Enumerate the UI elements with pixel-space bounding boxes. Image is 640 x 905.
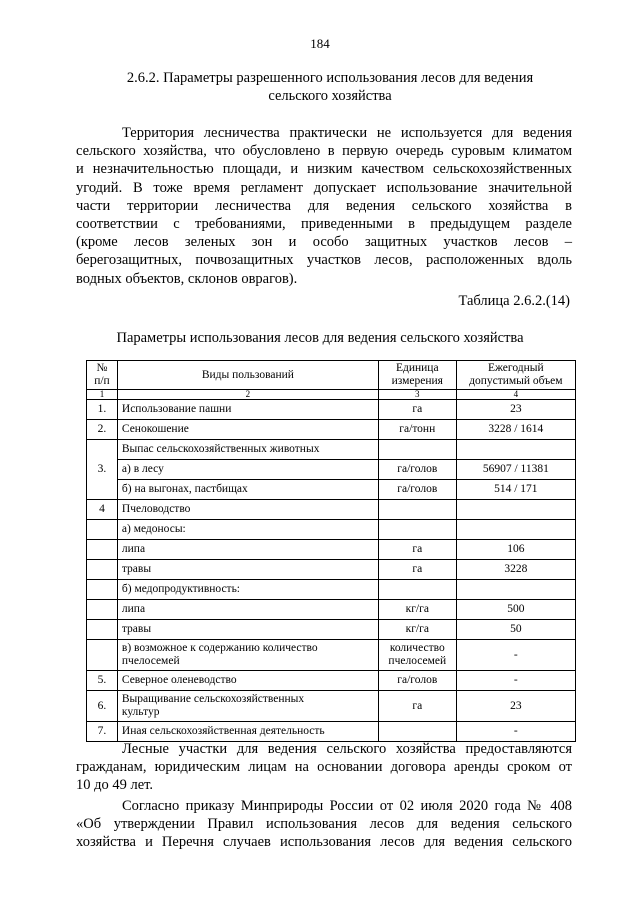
row-kind-line-2: культур bbox=[121, 706, 160, 718]
header-unit-line-1: Единица bbox=[395, 362, 439, 374]
row-unit bbox=[378, 520, 456, 540]
row-value: 3228 / 1614 bbox=[456, 420, 575, 440]
row-kind-line-2: пчелосемей bbox=[121, 655, 180, 667]
table-row bbox=[87, 440, 576, 460]
header-num-line-2: п/п bbox=[94, 375, 110, 387]
header-unit-line-2: измерения bbox=[391, 375, 443, 387]
row-kind: травы bbox=[117, 620, 378, 640]
row-num: 7. bbox=[87, 722, 118, 742]
row-value: 23 bbox=[456, 400, 575, 420]
row-value: 50 bbox=[456, 620, 575, 640]
header-num-line-1: № bbox=[96, 362, 108, 374]
row-num bbox=[87, 620, 118, 640]
row-kind: б) медопродуктивность: bbox=[117, 580, 378, 600]
header-kind: Виды пользований bbox=[117, 361, 378, 390]
row-value bbox=[456, 580, 575, 600]
row-num bbox=[87, 560, 118, 580]
row-unit bbox=[378, 722, 456, 742]
intro-line: водных объектов, склонов оврагов). bbox=[76, 270, 298, 287]
row-unit: га/голов bbox=[378, 460, 456, 480]
column-index: 4 bbox=[456, 390, 575, 400]
row-value: - bbox=[456, 640, 575, 671]
row-kind-line-1: в) возможное к содержанию количество bbox=[121, 642, 318, 654]
row-value: - bbox=[456, 671, 575, 691]
row-value: 3228 bbox=[456, 560, 575, 580]
intro-line: соответствии с требованиями, приведенными в предыдущем разделе bbox=[76, 216, 572, 233]
row-value: 514 / 171 bbox=[456, 480, 575, 500]
row-value bbox=[456, 520, 575, 540]
intro-line: и незначительностью площади, и низким качеством сельскохозяйственных bbox=[76, 161, 572, 178]
row-unit-line-2: пчелосемей bbox=[388, 655, 447, 667]
table-row bbox=[87, 500, 576, 520]
column-index: 3 bbox=[378, 390, 456, 400]
row-num: 2. bbox=[87, 420, 118, 440]
section-heading bbox=[100, 69, 560, 105]
section-heading-line-1: 2.6.2. Параметры разрешенного использования лесов для ведения bbox=[126, 70, 534, 86]
table-row bbox=[87, 620, 576, 640]
row-kind: а) в лесу bbox=[117, 460, 378, 480]
row-unit: га/голов bbox=[378, 671, 456, 691]
row-num bbox=[87, 600, 118, 620]
row-kind: травы bbox=[117, 560, 378, 580]
row-num bbox=[87, 540, 118, 560]
closing-line: гражданам, юридическим лицам на основании договора аренды сроком от bbox=[76, 759, 572, 776]
table-row bbox=[87, 691, 576, 722]
row-kind: Северное оленеводство bbox=[117, 671, 378, 691]
table-row bbox=[87, 580, 576, 600]
row-value: - bbox=[456, 722, 575, 742]
table-row bbox=[87, 480, 576, 500]
row-kind: Использование пашни bbox=[117, 400, 378, 420]
row-kind: Иная сельскохозяйственная деятельность bbox=[117, 722, 378, 742]
row-value bbox=[456, 440, 575, 460]
row-num: 4 bbox=[87, 500, 118, 520]
table-header-row bbox=[87, 361, 576, 390]
row-num bbox=[87, 520, 118, 540]
table-row bbox=[87, 420, 576, 440]
table-row bbox=[87, 722, 576, 742]
closing-paragraph-2 bbox=[76, 797, 572, 852]
header-volume-line-1: Ежегодный bbox=[487, 362, 544, 374]
intro-line: сельского хозяйства, что обусловлено в первую очередь суровым климатом bbox=[76, 143, 572, 160]
row-unit bbox=[378, 580, 456, 600]
closing-paragraph-1 bbox=[76, 740, 572, 795]
row-value: 500 bbox=[456, 600, 575, 620]
row-kind: б) на выгонах, пастбищах bbox=[117, 480, 378, 500]
row-num: 5. bbox=[87, 671, 118, 691]
table-row bbox=[87, 560, 576, 580]
row-num: 3. bbox=[87, 440, 118, 500]
row-unit: га bbox=[378, 540, 456, 560]
closing-line: 10 до 49 лет. bbox=[76, 777, 154, 794]
row-unit-line-1: количество bbox=[389, 642, 445, 654]
row-unit: га bbox=[378, 560, 456, 580]
intro-paragraph bbox=[76, 124, 572, 288]
column-index: 1 bbox=[87, 390, 118, 400]
row-num: 6. bbox=[87, 691, 118, 722]
row-unit: га/тонн bbox=[378, 420, 456, 440]
parameters-table bbox=[86, 360, 576, 742]
header-volume-line-2: допустимый объем bbox=[469, 375, 563, 387]
intro-line: угодий. В тоже время регламент допускает использование значительной bbox=[76, 179, 572, 196]
row-value: 56907 / 11381 bbox=[456, 460, 575, 480]
row-num: 1. bbox=[87, 400, 118, 420]
row-unit: га bbox=[378, 691, 456, 722]
row-unit: га bbox=[378, 400, 456, 420]
table-row bbox=[87, 540, 576, 560]
table-row bbox=[87, 400, 576, 420]
table-row bbox=[87, 600, 576, 620]
row-kind bbox=[117, 691, 378, 722]
table-row bbox=[87, 671, 576, 691]
row-kind: липа bbox=[117, 600, 378, 620]
row-unit bbox=[378, 500, 456, 520]
row-unit bbox=[378, 440, 456, 460]
closing-line: «Об утверждении Правил использования лесов для ведения сельского bbox=[76, 816, 572, 833]
closing-line: хозяйства и Перечня случаев использования лесов для ведения сельского bbox=[76, 834, 572, 851]
row-kind bbox=[117, 640, 378, 671]
row-value: 23 bbox=[456, 691, 575, 722]
table-title: Параметры использования лесов для ведения сельского хозяйства bbox=[116, 330, 524, 346]
section-heading-line-2: сельского хозяйства bbox=[268, 88, 392, 104]
row-kind: липа bbox=[117, 540, 378, 560]
intro-line: части территории лесничества для ведения сельского хозяйства в bbox=[76, 197, 572, 214]
intro-line: (кроме лесов зеленых зон и особо защитных участков лесов – bbox=[76, 234, 572, 251]
row-num bbox=[87, 640, 118, 671]
row-unit bbox=[378, 640, 456, 671]
row-unit: кг/га bbox=[378, 620, 456, 640]
row-kind: а) медоносы: bbox=[117, 520, 378, 540]
table-row bbox=[87, 460, 576, 480]
table-label: Таблица 2.6.2.(14) bbox=[458, 293, 570, 309]
header-num bbox=[87, 361, 118, 390]
page-number: 184 bbox=[310, 36, 330, 51]
row-kind-line-1: Выращивание сельскохозяйственных bbox=[121, 693, 305, 705]
row-kind: Сенокошение bbox=[117, 420, 378, 440]
column-index-row bbox=[87, 390, 576, 400]
intro-line: Территория лесничества практически не используется для ведения bbox=[122, 125, 572, 141]
intro-line: берегозащитных, почвозащитных участков лесов, расположенных вдоль bbox=[76, 252, 572, 269]
row-kind: Выпас сельскохозяйственных животных bbox=[117, 440, 378, 460]
closing-line: Согласно приказу Минприроды России от 02 июля 2020 года № 408 bbox=[122, 798, 572, 814]
header-volume bbox=[456, 361, 575, 390]
row-unit: га/голов bbox=[378, 480, 456, 500]
row-num bbox=[87, 580, 118, 600]
table-row bbox=[87, 640, 576, 671]
row-value bbox=[456, 500, 575, 520]
closing-line: Лесные участки для ведения сельского хозяйства предоставляются bbox=[122, 741, 572, 757]
row-value: 106 bbox=[456, 540, 575, 560]
header-unit bbox=[378, 361, 456, 390]
row-unit: кг/га bbox=[378, 600, 456, 620]
table-row bbox=[87, 520, 576, 540]
column-index: 2 bbox=[117, 390, 378, 400]
row-kind: Пчеловодство bbox=[117, 500, 378, 520]
